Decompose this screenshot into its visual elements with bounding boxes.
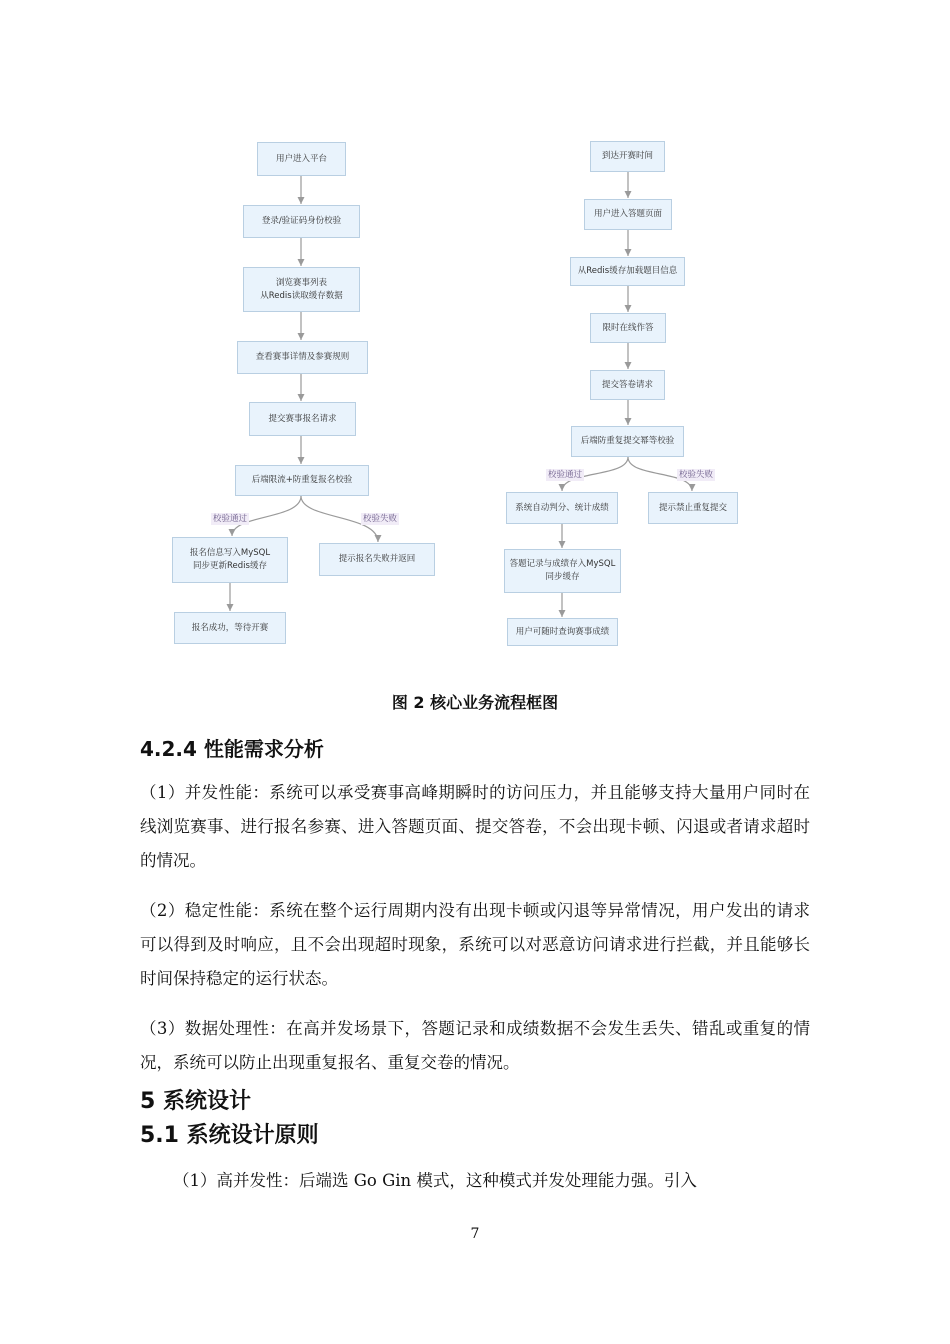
left-node-submit-signup: 提交赛事报名请求 — [249, 402, 356, 436]
page-number: 7 — [470, 1226, 480, 1242]
right-node-query-scores: 用户可随时查询赛事成绩 — [507, 618, 618, 646]
right-node-idempotent-check: 后端防重复提交幂等校验 — [571, 426, 684, 457]
left-node-details: 查看赛事详情及参赛规则 — [237, 341, 368, 374]
paragraph-high-concurrency: （1）高并发性：后端选 Go Gin 模式，这种模式并发处理能力强。引入 — [173, 1171, 697, 1190]
left-node-fail-return: 提示报名失败并返回 — [319, 543, 435, 576]
left-edge-label-fail: 校验失败 — [363, 514, 398, 524]
left-node-success: 报名成功，等待开赛 — [174, 612, 286, 644]
right-edge-label-fail: 校验失败 — [679, 470, 714, 480]
paragraph-data-processing: （3）数据处理性：在高并发场景下，答题记录和成绩数据不会发生丢失、错乱或重复的情况，系统可以防止出现重复报名、重复交卷的情况。 — [140, 1019, 810, 1072]
left-node-enter-platform: 用户进入平台 — [257, 142, 346, 176]
left-node-write-mysql: 报名信息写入MySQL 同步更新Redis缓存 — [172, 537, 288, 583]
right-node-load-questions: 从Redis缓存加载题目信息 — [570, 257, 685, 286]
paragraph-concurrency: （1）并发性能：系统可以承受赛事高峰期瞬时的访问压力，并且能够支持大量用户同时在线浏览赛事、进行报名参赛、进入答题页面、提交答卷，不会出现卡顿、闪退或者请求超时的情况。 — [140, 783, 810, 870]
right-node-submit-paper: 提交答卷请求 — [590, 370, 665, 400]
right-node-start-time: 到达开赛时间 — [590, 141, 665, 172]
right-node-timed-answer: 限时在线作答 — [590, 313, 666, 343]
paragraph-stability: （2）稳定性能：系统在整个运行周期内没有出现卡顿或闪退等异常情况，用户发出的请求可以得到及时响应，且不会出现超时现象，系统可以对恶意访问请求进行拦截，并且能够长时间保持稳定的运行状态。 — [140, 901, 810, 988]
right-edge-label-pass: 校验通过 — [548, 470, 583, 480]
section-heading-5-1: 5.1 系统设计原则 — [140, 1123, 319, 1148]
left-node-validate: 后端限流+防重复报名校验 — [235, 465, 369, 496]
right-node-enter-page: 用户进入答题页面 — [584, 199, 672, 230]
left-edge-label-pass: 校验通过 — [213, 514, 248, 524]
left-node-browse: 浏览赛事列表 从Redis读取缓存数据 — [243, 267, 360, 312]
figure-caption: 图 2 核心业务流程框图 — [391, 693, 559, 712]
right-node-auto-grade: 系统自动判分、统计成绩 — [506, 492, 618, 524]
left-node-login: 登录/验证码身份校验 — [243, 205, 360, 238]
right-node-no-resubmit: 提示禁止重复提交 — [648, 492, 738, 524]
section-heading-5: 5 系统设计 — [140, 1089, 251, 1114]
right-node-store-mysql: 答题记录与成绩存入MySQL 同步缓存 — [504, 549, 621, 593]
section-heading-4-2-4: 4.2.4 性能需求分析 — [140, 737, 324, 761]
